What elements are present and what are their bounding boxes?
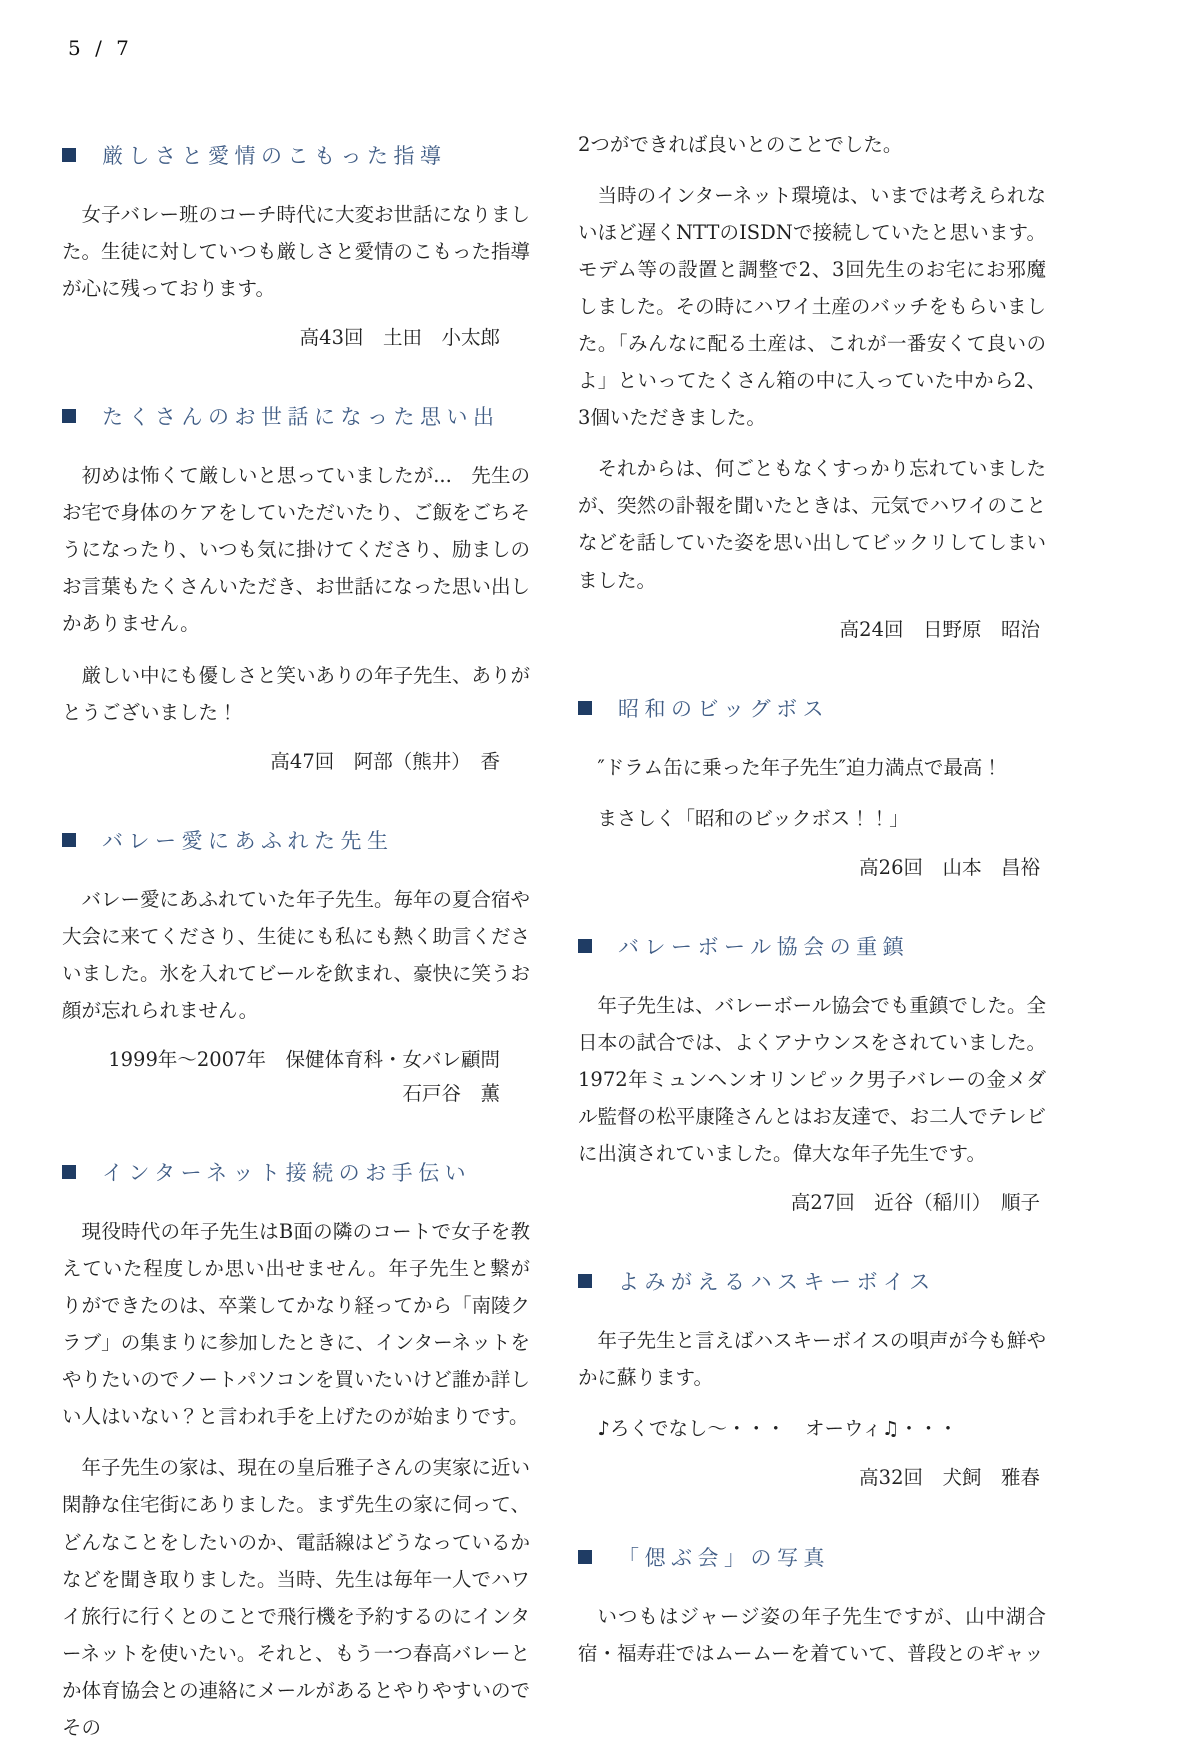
section-heading-text: 昭和のビッグボス [618,696,830,721]
paragraph: 当時のインターネット環境は、いまでは考えられないほど遅くNTTのISDNで接続していたと思います。モデム等の設置と調整で2、3回先生のお宅にお邪魔しました。その時にハワイ土産のバッチをもらいました。「みんなに配る土産は、これが一番安くて良いのよ」といってたくさん箱の中に入っていた中から2、3個いただきました。 [578,184,1046,430]
page-number: 5 / 7 [68,36,133,60]
section-heading-text: バレー愛にあふれた先生 [102,828,394,853]
square-bullet-icon [578,1274,592,1288]
square-bullet-icon [62,148,76,162]
section-heading [578,1266,1046,1296]
attribution-line: 1999年～2007年 保健体育科・女バレ顧問 [108,1047,500,1071]
paragraph: 初めは怖くて厳しいと思っていましたが... 先生のお宅で身体のケアをしていただいたり、ご飯をごちそうになったり、いつも気に掛けてくださり、励ましのお言葉もたくさんいただき、お世話になった思い出しかありません。 [62,464,531,636]
attribution-line: 高27回 近谷（稲川） 順子 [790,1191,1040,1215]
section-heading-text: たくさんのお世話になった思い出 [102,405,500,430]
section-heading [578,693,1046,723]
paragraph: それからは、何ごともなくすっかり忘れていましたが、突然の訃報を聞いたときは、元気でハワイのことなどを話していた姿を思い出してビックリしてしまいました。 [578,457,1046,592]
section-heading-text: インターネット接続のお手伝い [102,1161,472,1186]
section-many-memories [62,401,530,778]
square-bullet-icon [578,1550,592,1564]
section-heading [578,931,1046,961]
two-column-layout [62,114,1203,1739]
section-internet-help-continued [578,126,1046,647]
attribution-line: 高43回 土田 小太郎 [299,326,500,350]
paragraph: 現役時代の年子先生はB面の隣のコートで女子を教えていた程度しか思い出せません。年子先生と繋がりができたのは、卒業してかなり経ってから「南陵クラブ」の集まりに参加したときに、インターネットをやりたいのでノートパソコンを買いたいけど誰か詳しい人はいない？と言われ手を上げたのが始まりです。 [62,1220,531,1429]
song-line: ♪ろくでなし～・・・ オーウィ♫・・・ [597,1417,958,1441]
square-bullet-icon [578,939,592,953]
attribution-line: 高32回 犬飼 雅春 [859,1466,1040,1490]
paragraph: 2つができれば良いとのことでした。 [578,133,903,156]
paragraph: いつもはジャージ姿の年子先生ですが、山中湖合宿・福寿荘ではムームーを着ていて、普段とのギャッ [578,1604,1046,1665]
attribution-line: 高47回 阿部（熊井） 香 [270,749,500,773]
section-heading-text: 「偲ぶ会」の写真 [618,1545,830,1570]
paragraph: 厳しい中にも優しさと笑いありの年子先生、ありがとうございました！ [62,663,531,724]
section-showa-big-boss [578,693,1046,885]
left-column [62,114,530,1739]
right-column [578,114,1046,1739]
paragraph: 年子先生は、バレーボール協会でも重鎮でした。全日本の試合では、よくアナウンスをされていました。1972年ミュンヘンオリンピック男子バレーの金メダル監督の松平康隆さんとはお友達で、お二人でテレビに出演されていました。偉大な年子先生です。 [578,993,1046,1166]
section-heading [62,1157,530,1187]
section-heading [62,825,530,855]
section-volleyball-love [62,825,530,1111]
section-husky-voice [578,1266,1046,1495]
paragraph: ″ドラム缶に乗った年子先生″迫力満点で最高！ [597,755,1002,779]
attribution-line: 高26回 山本 昌裕 [859,855,1040,879]
section-heading-text: バレーボール協会の重鎮 [618,934,910,959]
paragraph: まさしく「昭和のビックボス！！」 [597,806,909,830]
square-bullet-icon [62,409,76,423]
paragraph: 年子先生と言えばハスキーボイスの唄声が今も鮮やかに蘇ります。 [578,1329,1046,1390]
square-bullet-icon [62,833,76,847]
section-volleyball-association [578,931,1046,1220]
section-heading [62,140,530,170]
square-bullet-icon [62,1165,76,1179]
section-heading [578,1542,1046,1572]
section-heading-text: 厳しさと愛情のこもった指導 [102,144,447,168]
attribution-line: 高24回 日野原 昭治 [839,617,1040,641]
section-memorial-photos [578,1542,1046,1672]
paragraph: 女子バレー班のコーチ時代に大変お世話になりました。生徒に対していつも厳しさと愛情のこもった指導が心に残っております。 [62,203,531,301]
square-bullet-icon [578,701,592,715]
paragraph: 年子先生の家は、現在の皇后雅子さんの実家に近い閑静な住宅街にありました。まず先生の家に伺って、どんなことをしたいのか、電話線はどうなっているかなどを聞き取りました。当時、先生は毎年一人でハワイ旅行に行くとのことで飛行機を予約するのにインターネットを使いたい。それと、もう一つ春高バレーとか体育協会との連絡にメールがあるとやりやすいのでその [62,1456,531,1739]
section-heading [62,401,530,431]
section-internet-help [62,1157,530,1739]
section-strict-loving-guidance [62,140,530,355]
attribution-line: 石戸谷 薫 [402,1082,500,1106]
section-heading-text: よみがえるハスキーボイス [618,1270,936,1295]
paragraph: バレー愛にあふれていた年子先生。毎年の夏合宿や大会に来てくださり、生徒にも私にも熱く助言くださいました。氷を入れてビールを飲まれ、豪快に笑うお顔が忘れられません。 [62,887,531,1022]
